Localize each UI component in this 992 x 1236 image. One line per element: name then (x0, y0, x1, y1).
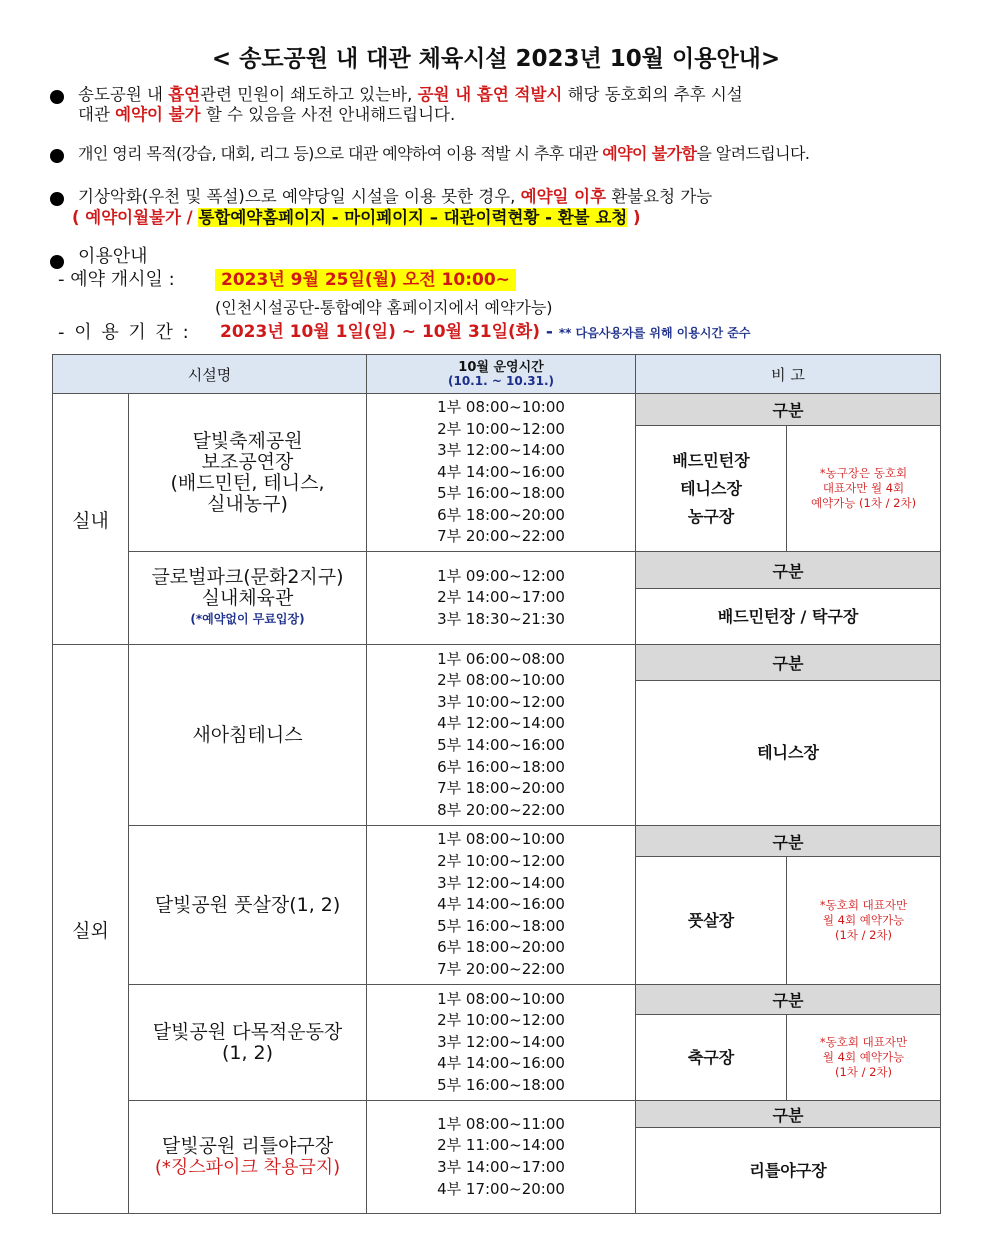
time-slot: 2부 10:00~12:00 (437, 852, 565, 871)
time-slot: 3부 14:00~17:00 (437, 1158, 565, 1176)
notice-highlight: 공원 내 흡연 적발시 (417, 85, 563, 104)
time-slot: 4부 12:00~14:00 (437, 714, 565, 733)
facility-name-line: 글로벌파크(문화2지구) (151, 565, 344, 588)
note-line: *동호회 대표자만 (819, 1035, 908, 1049)
time-slot: 6부 16:00~18:00 (437, 757, 565, 776)
facility-name-line: 실내체육관 (201, 586, 294, 609)
note-line: *농구장은 동호회 (819, 466, 908, 480)
time-slot: 2부 11:00~14:00 (437, 1136, 565, 1155)
time-slot: 5부 16:00~18:00 (437, 1075, 565, 1094)
facility-name (129, 645, 367, 826)
gubun-label: 구분 (636, 985, 941, 1015)
header-hours-label: 10월 운영시간 (458, 360, 544, 375)
facility-name-line: 달빛축제공원 (192, 429, 303, 452)
period-dash: - (539, 322, 559, 342)
facility-name-line: 실내농구) (207, 492, 288, 515)
reservation-note (787, 426, 941, 552)
note-line: *동호회 대표자만 (819, 898, 908, 912)
notice-text: 개인 영리 목적(강습, 대회, 리그 등)으로 대관 예약하여 이용 적발 시 추후 대관 (78, 144, 603, 163)
notice-1-line-1 (78, 85, 743, 105)
time-slot: 2부 14:00~17:00 (437, 588, 565, 607)
spike-warning-note: (*징스파이크 착용금지) (154, 1157, 341, 1178)
table-row (53, 1101, 941, 1128)
time-slot: 4부 14:00~16:00 (437, 462, 565, 481)
sport-name: 테니스장 (636, 681, 941, 826)
time-slots (367, 985, 636, 1101)
gubun-label: 구분 (636, 1101, 941, 1128)
facility-name (129, 826, 367, 985)
refund-path-highlight: 통합예약홈페이지 - 마이페이지 – 대관이력현황 - 환불 요청 (198, 208, 628, 227)
notice-3-line-2 (72, 208, 641, 228)
header-hours (367, 355, 636, 394)
time-slot: 3부 10:00~12:00 (437, 692, 565, 711)
facility-name (129, 1101, 367, 1214)
notice-highlight: ( 예약이월불가 / (72, 208, 199, 227)
notice-highlight: 예약이 불가 (115, 105, 201, 124)
sport-list (636, 426, 787, 552)
facility-name-line: (배드민턴, 테니스, (170, 471, 325, 494)
bullet-icon (50, 192, 64, 206)
table-header-row (53, 355, 941, 394)
time-slots (367, 826, 636, 985)
notice-1-line-2 (78, 105, 455, 125)
table-row (53, 645, 941, 681)
gubun-label: 구분 (636, 552, 941, 589)
category-indoor: 실내 (53, 394, 129, 645)
facility-name-line: 달빛공원 리틀야구장 (161, 1135, 334, 1157)
time-slot: 5부 14:00~16:00 (437, 736, 565, 754)
time-slot: 4부 17:00~20:00 (437, 1179, 565, 1198)
time-slot: 1부 08:00~10:00 (437, 989, 565, 1008)
table-row (53, 985, 941, 1015)
usage-heading: 이용안내 (78, 246, 148, 267)
notice-text: 을 알려드립니다. (696, 144, 810, 163)
reservation-note (787, 857, 941, 985)
period-value: 2023년 10월 1일(일) ~ 10월 31일(화) (220, 322, 540, 342)
time-slots (367, 645, 636, 826)
open-date-sub: (인천시설공단-통합예약 홈페이지에서 예약가능) (215, 298, 553, 317)
sport-name: 농구장 (687, 506, 735, 526)
facility-name-line: 새아침테니스 (192, 723, 303, 746)
period-line (220, 322, 750, 343)
table-row (53, 394, 941, 426)
notice-3-line-1 (78, 187, 712, 207)
time-slot: 7부 20:00~22:00 (437, 959, 565, 978)
gubun-label: 구분 (636, 826, 941, 857)
notice-text: 대관 (78, 105, 116, 124)
time-slot: 1부 08:00~10:00 (437, 830, 565, 849)
open-date-label: - 예약 개시일 : (58, 269, 175, 290)
time-slot: 5부 16:00~18:00 (437, 916, 565, 935)
time-slot: 2부 08:00~10:00 (437, 671, 565, 690)
gubun-label: 구분 (636, 645, 941, 681)
notice-text: 할 수 있음을 사전 안내해드립니다. (200, 105, 456, 124)
header-hours-range: (10.1. ~ 10.31.) (447, 374, 555, 388)
time-slot: 3부 12:00~14:00 (437, 1032, 565, 1051)
note-line: (1차 / 2차) (835, 1065, 893, 1079)
period-label: - 이 용 기 간 : (58, 322, 191, 343)
reservation-note (787, 1015, 941, 1101)
time-slot: 2부 10:00~12:00 (437, 419, 565, 438)
note-line: (1차 / 2차) (835, 928, 893, 942)
facility-name-line: 보조공연장 (201, 450, 294, 473)
note-line: 예약가능 (1차 / 2차) (810, 496, 917, 510)
gubun-label: 구분 (636, 394, 941, 426)
facility-name-line: 달빛공원 다목적운동장 (152, 1020, 343, 1043)
sport-name: 배드민턴장 / 탁구장 (636, 589, 941, 645)
sport-name: 풋살장 (636, 857, 787, 985)
time-slots (367, 394, 636, 552)
time-slot: 2부 10:00~12:00 (437, 1011, 565, 1030)
facility-name (129, 552, 367, 645)
note-line: 월 4회 예약가능 (822, 1050, 905, 1064)
time-slot: 7부 18:00~20:00 (437, 779, 565, 798)
time-slot: 1부 08:00~10:00 (437, 397, 565, 416)
bullet-icon (50, 90, 64, 104)
time-slots (367, 1101, 636, 1214)
time-slot: 3부 12:00~14:00 (437, 873, 565, 892)
header-remarks: 비 고 (636, 355, 941, 394)
note-line: 월 4회 예약가능 (822, 913, 905, 927)
notice-text: 관련 민원이 쇄도하고 있는바, (200, 85, 418, 104)
time-slot: 1부 08:00~11:00 (437, 1114, 565, 1133)
notice-text: 송도공원 내 (78, 85, 169, 104)
time-slot: 5부 16:00~18:00 (437, 484, 565, 503)
table-row (53, 826, 941, 857)
category-outdoor: 실외 (53, 645, 129, 1214)
open-date-value: 2023년 9월 25일(월) 오전 10:00~ (215, 269, 516, 291)
sport-name: 테니스장 (680, 478, 742, 498)
facility-name-line: 달빛공원 풋살장(1, 2) (154, 893, 341, 916)
time-slot: 1부 06:00~08:00 (437, 649, 565, 668)
time-slot: 6부 18:00~20:00 (437, 505, 565, 524)
facility-name (129, 394, 367, 552)
notice-highlight: 예약이 불가함 (602, 144, 697, 163)
time-slot: 1부 09:00~12:00 (437, 566, 565, 585)
notice-text: 해당 동호회의 추후 시설 (562, 85, 743, 104)
bullet-icon (50, 255, 64, 269)
notice-2 (78, 144, 809, 164)
header-facility: 시설명 (53, 355, 367, 394)
sport-name: 리틀야구장 (636, 1128, 941, 1214)
time-slot: 7부 20:00~22:00 (437, 527, 565, 546)
notice-text: 환불요청 가능 (606, 187, 713, 206)
time-slots (367, 552, 636, 645)
notice-highlight: 예약일 이후 (520, 187, 607, 206)
notice-highlight: 흡연 (168, 85, 201, 104)
sport-name: 배드민턴장 (672, 450, 750, 470)
time-slot: 4부 14:00~16:00 (437, 895, 565, 914)
facility-name-line: (1, 2) (221, 1041, 274, 1064)
time-slot: 3부 18:30~21:30 (437, 609, 565, 628)
note-line: 대표자만 월 4회 (822, 481, 905, 495)
bullet-icon (50, 149, 64, 163)
time-slot: 3부 12:00~14:00 (437, 441, 565, 460)
notice-text: 기상악화(우천 및 폭설)으로 예약당일 시설을 이용 못한 경우, (78, 187, 521, 206)
page-title: < 송도공원 내 대관 체육시설 2023년 10월 이용안내> (211, 46, 781, 72)
facility-table (52, 354, 941, 1214)
time-slot: 8부 20:00~22:00 (437, 800, 565, 819)
facility-name (129, 985, 367, 1101)
period-note: ** 다음사용자를 위해 이용시간 준수 (558, 326, 751, 340)
notice-highlight: ) (627, 208, 641, 227)
time-slot: 4부 14:00~16:00 (437, 1054, 565, 1073)
table-row (53, 552, 941, 589)
sport-name: 축구장 (636, 1015, 787, 1101)
free-entry-note: (*예약없이 무료입장) (190, 611, 305, 626)
time-slot: 6부 18:00~20:00 (437, 938, 565, 957)
